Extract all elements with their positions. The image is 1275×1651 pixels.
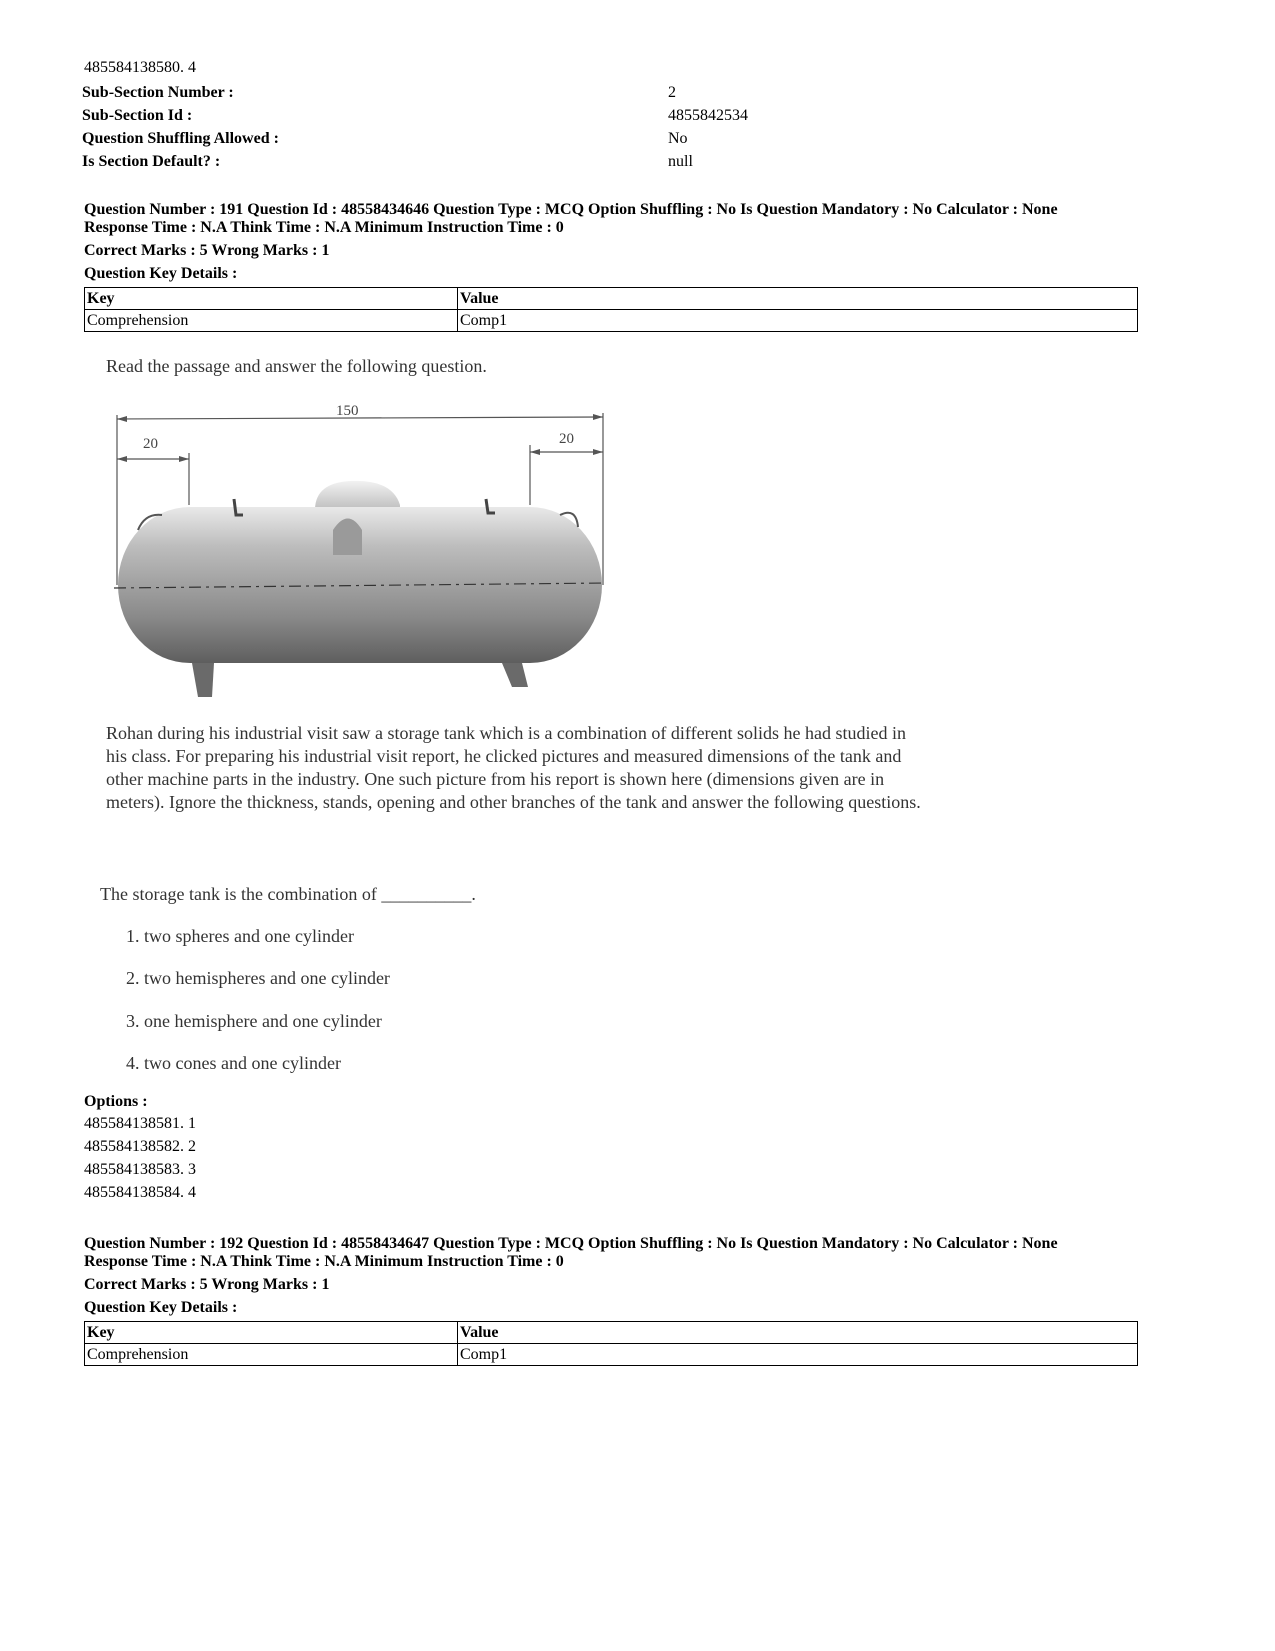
storage-tank-figure <box>100 395 620 700</box>
prev-option-text: 485584138580. 4 <box>84 59 196 76</box>
question-text: The storage tank is the combination of __________. <box>100 884 476 904</box>
choice-4: 4. two cones and one cylinder <box>126 1053 341 1073</box>
tank-leg-right <box>502 663 528 687</box>
q191-key-details-label: Question Key Details : <box>84 265 238 282</box>
key-header: Key <box>85 288 458 310</box>
option-item: 485584138583. 3 <box>84 1161 196 1178</box>
dim-total-label: 150 <box>336 403 359 419</box>
dim-right-label: 20 <box>559 431 574 447</box>
subsection-number-label: Sub-Section Number : <box>82 84 234 101</box>
q191-marks: Correct Marks : 5 Wrong Marks : 1 <box>84 242 330 259</box>
q192-key-table <box>84 1321 1138 1366</box>
choice-2: 2. two hemispheres and one cylinder <box>126 968 390 988</box>
key-header: Key <box>85 1322 458 1344</box>
key-cell: Comprehension <box>85 310 458 332</box>
choice-1: 1. two spheres and one cylinder <box>126 926 354 946</box>
table-row <box>85 310 1138 332</box>
value-cell: Comp1 <box>458 1344 1138 1366</box>
options-label: Options : <box>84 1093 148 1110</box>
option-item: 485584138582. 2 <box>84 1138 196 1155</box>
key-cell: Comprehension <box>85 1344 458 1366</box>
choice-3: 3. one hemisphere and one cylinder <box>126 1011 382 1031</box>
value-header: Value <box>458 1322 1138 1344</box>
value-cell: Comp1 <box>458 310 1138 332</box>
passage-intro: Read the passage and answer the following question. <box>106 356 487 376</box>
q191-header-line2: Response Time : N.A Think Time : N.A Minimum Instruction Time : 0 <box>84 219 564 236</box>
subsection-number-value: 2 <box>668 84 676 101</box>
table-row <box>85 1344 1138 1366</box>
q192-header-line2: Response Time : N.A Think Time : N.A Minimum Instruction Time : 0 <box>84 1253 564 1270</box>
table-header-row <box>85 1322 1138 1344</box>
option-item: 485584138584. 4 <box>84 1184 196 1201</box>
section-default-value: null <box>668 153 693 170</box>
q191-key-table <box>84 287 1138 332</box>
q192-key-details-label: Question Key Details : <box>84 1299 238 1316</box>
value-header: Value <box>458 288 1138 310</box>
dim-left-label: 20 <box>143 436 158 452</box>
table-header-row <box>85 288 1138 310</box>
q192-header-line1: Question Number : 192 Question Id : 48558434647 Question Type : MCQ Option Shuffling : No Is Question Mandatory : No Calculator : None <box>84 1235 1058 1252</box>
tank-leg-left <box>192 663 214 697</box>
shuffling-allowed-label: Question Shuffling Allowed : <box>82 130 279 147</box>
option-item: 485584138581. 1 <box>84 1115 196 1132</box>
q192-marks: Correct Marks : 5 Wrong Marks : 1 <box>84 1276 330 1293</box>
section-default-label: Is Section Default? : <box>82 153 221 170</box>
passage-text: Rohan during his industrial visit saw a storage tank which is a combination of different solids he had studied in his class. For preparing his industrial visit report, he clicked pictures and measured dimensions of the tank and other machine parts in the industry. One such picture from his report is shown here (dimensions given are in meters). Ignore the thickness, stands, opening and other branches of the tank and answer the following questions. <box>106 723 921 812</box>
q191-header-line1: Question Number : 191 Question Id : 48558434646 Question Type : MCQ Option Shuffling : No Is Question Mandatory : No Calculator : None <box>84 201 1058 218</box>
shuffling-allowed-value: No <box>668 130 688 147</box>
subsection-id-label: Sub-Section Id : <box>82 107 193 124</box>
subsection-id-value: 4855842534 <box>668 107 748 124</box>
